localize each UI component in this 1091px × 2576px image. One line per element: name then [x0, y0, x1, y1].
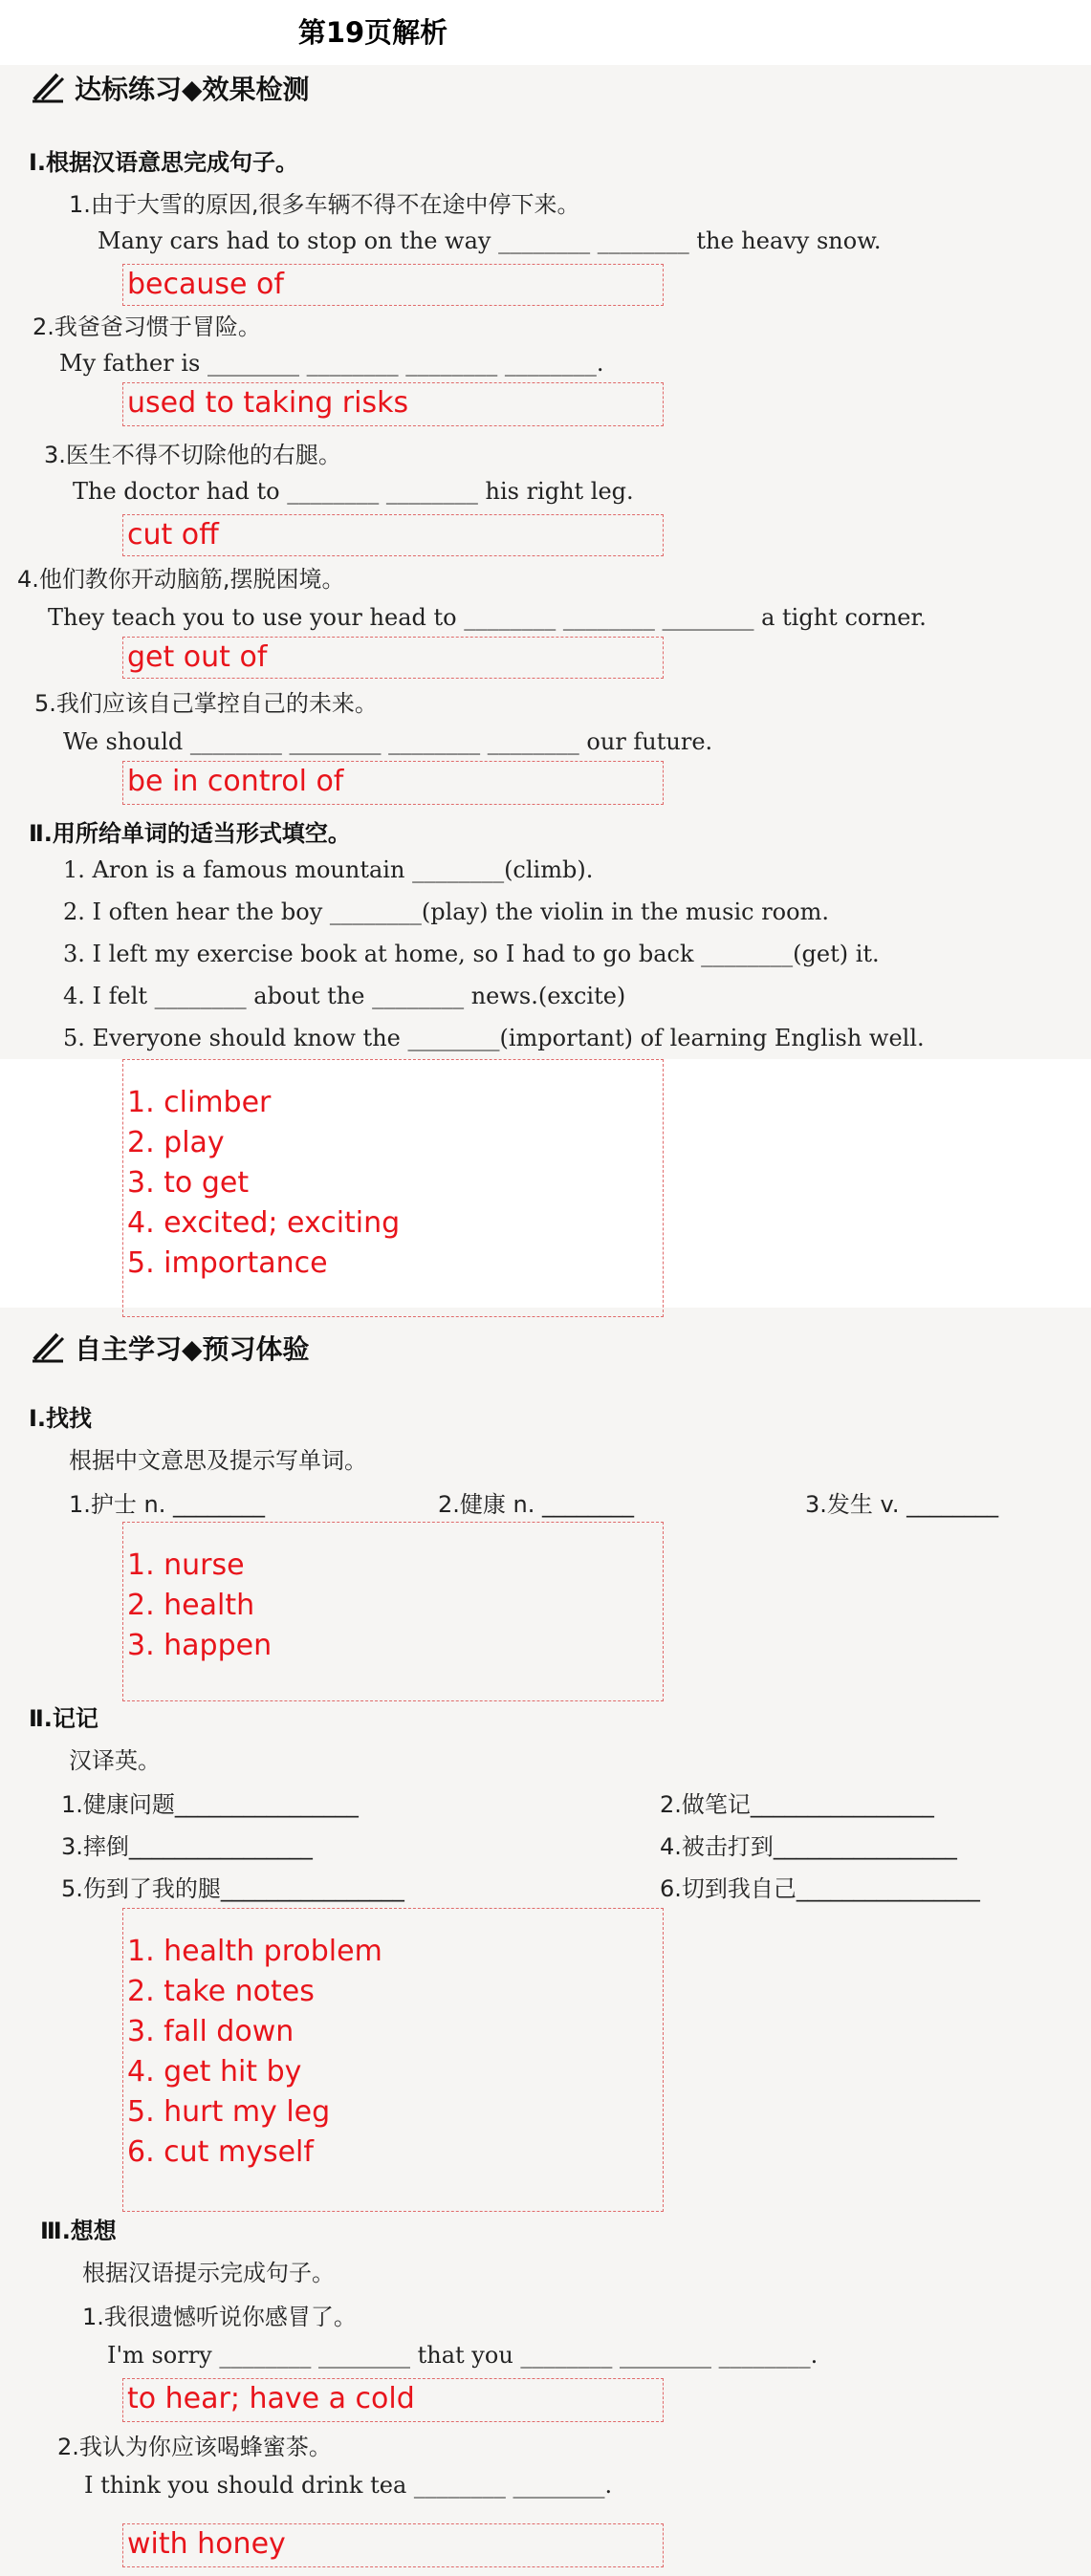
- section-header-preview: [29, 1329, 310, 1367]
- answer-text: used to taking risks: [127, 386, 409, 420]
- answer-box: [122, 1059, 664, 1317]
- question-cn: 1.我很遗憾听说你感冒了。: [82, 2304, 357, 2330]
- answer-text: 2. play: [127, 1126, 225, 1159]
- exercise-item: 1.护士 n. ________: [69, 1491, 265, 1518]
- question-en: Many cars had to stop on the way ________ ________ the heavy snow.: [98, 227, 882, 254]
- question-en: My father is ________ ________ ________ ________.: [59, 350, 604, 377]
- answer-box: [122, 2378, 664, 2422]
- exercise-item: 4.被击打到________________: [660, 1833, 957, 1860]
- answer-text: 4. get hit by: [127, 2055, 302, 2089]
- answer-text: because of: [127, 268, 284, 301]
- question-en: They teach you to use your head to ________ ________ ________ a tight corner.: [48, 604, 927, 631]
- answer-text: 4. excited; exciting: [127, 1206, 401, 1240]
- part-title: Ⅱ.记记: [29, 1705, 98, 1732]
- answer-text: cut off: [127, 518, 219, 552]
- question-en: We should ________ ________ ________ ________ our future.: [63, 728, 713, 755]
- question-cn: 3.医生不得不切除他的右腿。: [44, 442, 341, 468]
- exercise-item: 5.伤到了我的腿________________: [61, 1875, 404, 1902]
- answer-box: [122, 1908, 664, 2212]
- question-cn: 1.由于大雪的原因,很多车辆不得不在途中停下来。: [69, 191, 580, 218]
- answer-text: 1. nurse: [127, 1548, 245, 1582]
- part-title: Ⅲ.想想: [40, 2218, 117, 2244]
- answer-text: to hear; have a cold: [127, 2382, 415, 2415]
- answer-text: be in control of: [127, 765, 344, 798]
- question-cn: 2.我认为你应该喝蜂蜜茶。: [57, 2434, 332, 2460]
- pen-icon: [29, 71, 69, 105]
- exercise-item: 3. I left my exercise book at home, so I had to go back ________(get) it.: [63, 941, 880, 967]
- question-cn: 5.我们应该自己掌控自己的未来。: [34, 690, 378, 717]
- answer-text: get out of: [127, 640, 268, 674]
- question-en: I think you should drink tea ________ ________.: [84, 2472, 613, 2499]
- answer-text: with honey: [127, 2527, 286, 2561]
- page-title: 第19页解析: [297, 16, 448, 49]
- exercise-item: 5. Everyone should know the ________(important) of learning English well.: [63, 1025, 925, 1051]
- exercise-item: 6.切到我自己________________: [660, 1875, 980, 1902]
- exercise-item: 3.发生 v. ________: [805, 1491, 999, 1518]
- answer-text: 2. take notes: [127, 1975, 315, 2008]
- exercise-item: 1.健康问题________________: [61, 1791, 359, 1818]
- exercise-item: 2.做笔记________________: [660, 1791, 934, 1818]
- answer-text: 3. to get: [127, 1166, 250, 1200]
- exercise-item: 2. I often hear the boy ________(play) the violin in the music room.: [63, 898, 829, 925]
- answer-text: 5. hurt my leg: [127, 2095, 331, 2129]
- answer-box: [122, 514, 664, 556]
- answer-text: 1. health problem: [127, 1935, 382, 1968]
- answer-text: 1. climber: [127, 1086, 272, 1119]
- section-header-practice: [29, 69, 310, 107]
- exercise-item: 1. Aron is a famous mountain ________(climb).: [63, 856, 594, 883]
- exercise-item: 4. I felt ________ about the ________ news.(excite): [63, 983, 626, 1009]
- section-title: 达标练习◆效果检测: [75, 74, 310, 105]
- question-en: I'm sorry ________ ________ that you ________ ________ ________.: [107, 2342, 818, 2369]
- section-title: 自主学习◆预习体验: [75, 1333, 310, 1365]
- answer-text: 3. fall down: [127, 2015, 295, 2048]
- answer-box: [122, 637, 664, 679]
- question-en: The doctor had to ________ ________ his right leg.: [73, 478, 634, 505]
- answer-text: 5. importance: [127, 1246, 328, 1280]
- answer-box: [122, 2523, 664, 2567]
- answer-box: [122, 382, 664, 426]
- answer-box: [122, 264, 664, 306]
- instruction: 根据汉语提示完成句子。: [82, 2260, 335, 2286]
- part-title: Ⅱ.用所给单词的适当形式填空。: [29, 820, 351, 847]
- pen-icon: [29, 1331, 69, 1365]
- answer-text: 3. happen: [127, 1629, 273, 1662]
- instruction: 根据中文意思及提示写单词。: [69, 1447, 367, 1474]
- exercise-item: 2.健康 n. ________: [438, 1491, 634, 1518]
- answer-box: [122, 761, 664, 805]
- part-title: Ⅰ.找找: [29, 1405, 93, 1432]
- question-cn: 2.我爸爸习惯于冒险。: [33, 314, 261, 340]
- exercise-item: 3.摔倒________________: [61, 1833, 313, 1860]
- answer-text: 2. health: [127, 1589, 255, 1622]
- part-title: Ⅰ.根据汉语意思完成句子。: [29, 149, 299, 176]
- question-cn: 4.他们教你开动脑筋,摆脱困境。: [17, 566, 345, 593]
- instruction: 汉译英。: [69, 1747, 161, 1774]
- answer-box: [122, 1522, 664, 1701]
- answer-text: 6. cut myself: [127, 2135, 314, 2169]
